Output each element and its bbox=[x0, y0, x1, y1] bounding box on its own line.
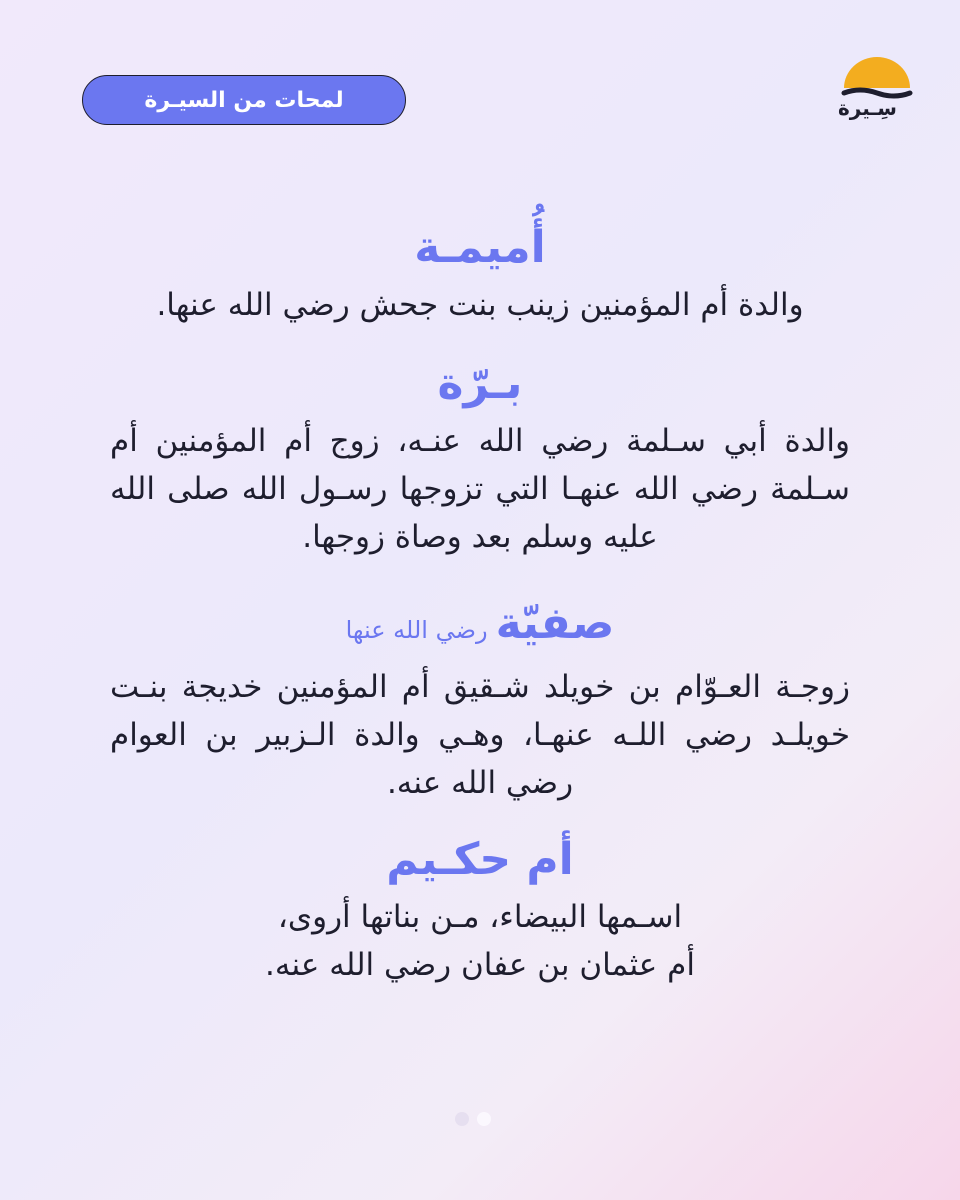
section-umaima bbox=[110, 215, 850, 329]
logo-wordmark: سِـيرة bbox=[838, 96, 897, 120]
section-safiyya bbox=[110, 591, 850, 807]
series-title-badge: لمحات من السيـرة bbox=[82, 75, 406, 125]
section-text: زوجـة العـوّام بن خويلد شـقيق أم المؤمنين خديجة بنـت خويلـد رضي اللـه عنهـا، وهـي والدة الـزبير بن العوام رضي الله عنه. bbox=[110, 669, 850, 801]
page-dot[interactable] bbox=[455, 1112, 469, 1126]
content bbox=[110, 215, 850, 989]
page-dot-active[interactable] bbox=[477, 1112, 491, 1126]
section-subtitle: رضي الله عنها bbox=[345, 616, 488, 644]
section-title: بـرّة bbox=[437, 358, 523, 409]
section-barra bbox=[110, 351, 850, 561]
section-umm-hakim bbox=[110, 827, 850, 989]
pagination-dots[interactable] bbox=[455, 1112, 491, 1126]
section-text: والدة أم المؤمنين زينب بنت جحش رضي الله عنها. bbox=[156, 287, 804, 323]
section-title: أُميمـة bbox=[414, 222, 546, 273]
section-title-row bbox=[110, 591, 850, 663]
section-text: والدة أبي سـلمة رضي الله عنـه، زوج أم المؤمنين أم سـلمة رضي الله عنهـا التي تزوجها رسـول الله صلى الله عليه وسلم بعد وصاة زوجها. bbox=[110, 423, 850, 555]
section-title: صفيّة bbox=[495, 598, 615, 649]
section-text-line: اسـمها البيضاء، مـن بناتها أروى، bbox=[277, 899, 683, 935]
section-text-line: أم عثمان بن عفان رضي الله عنه. bbox=[265, 947, 695, 983]
section-text bbox=[110, 893, 850, 989]
section-title: أم حكـيم bbox=[386, 834, 574, 885]
